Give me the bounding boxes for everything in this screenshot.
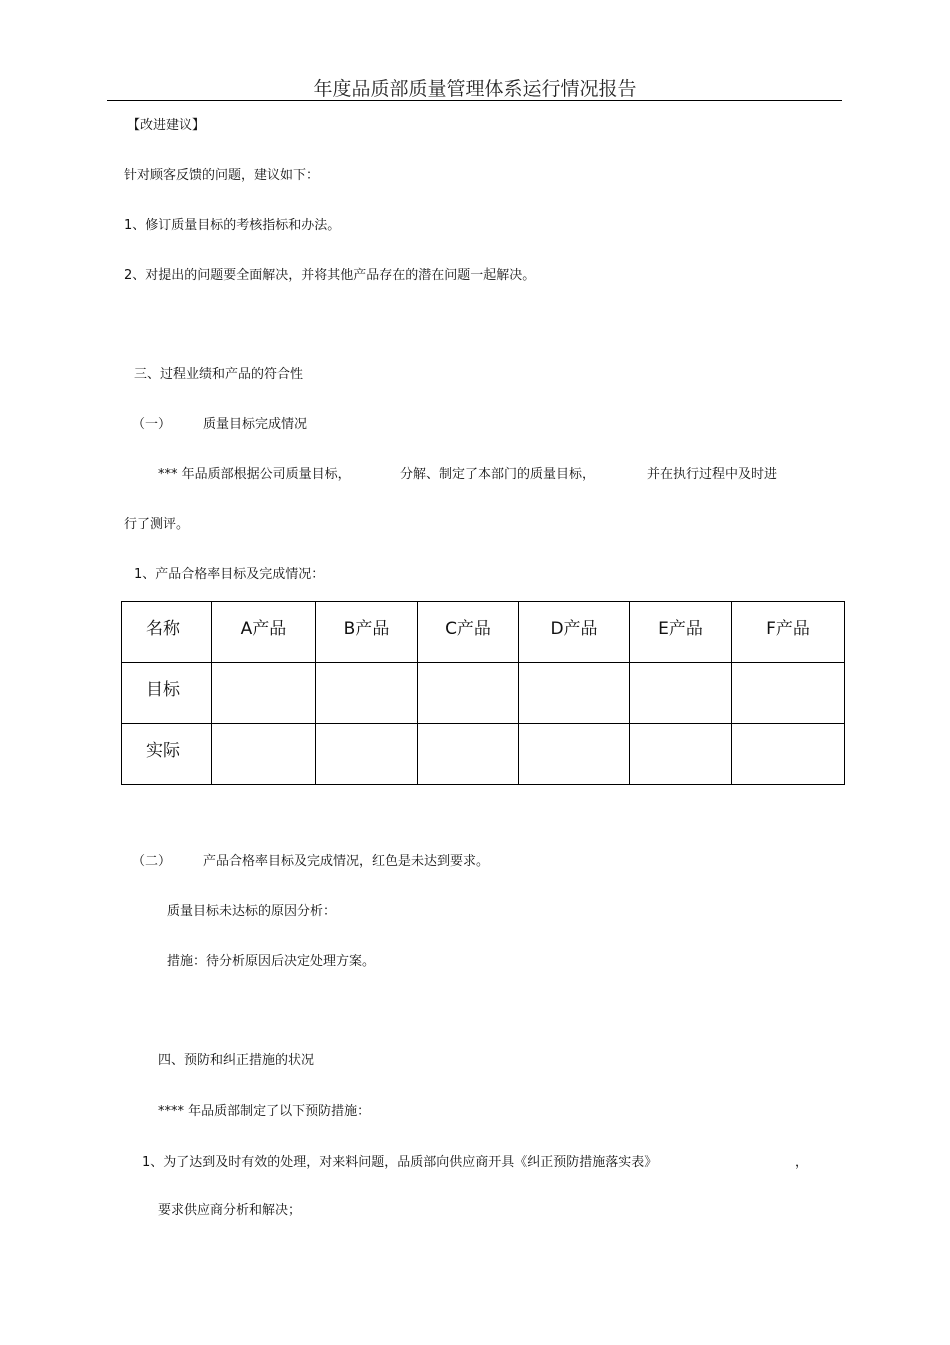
table-cell <box>630 663 732 724</box>
page-title: 年度品质部质量管理体系运行情况报告 <box>313 78 637 100</box>
table-cell <box>316 663 418 724</box>
table-cell <box>212 663 316 724</box>
table-cell <box>418 724 519 785</box>
table-cell <box>212 724 316 785</box>
table-row <box>122 663 845 724</box>
paragraph-part-4: 行了测评。 <box>124 517 190 532</box>
table-header-cell: C产品 <box>418 602 519 663</box>
section-4-item-1-comma: ， <box>795 1155 809 1170</box>
table-header-cell: D产品 <box>519 602 630 663</box>
measures: 措施：待分析原因后决定处理方案。 <box>167 954 376 969</box>
section-4-item-1: 1、为了达到及时有效的处理，对来料问题，品质部向供应商开具《纠正预防措施落实表》 <box>142 1155 658 1170</box>
table-cell <box>630 724 732 785</box>
table-header-cell: A产品 <box>212 602 316 663</box>
paragraph-part-3: 并在执行过程中及时进 <box>647 467 778 482</box>
paragraph-part-2: 分解、制定了本部门的质量目标， <box>400 467 596 482</box>
table-cell <box>418 663 519 724</box>
pass-rate-table <box>121 601 845 785</box>
table-cell <box>732 724 845 785</box>
section-4-heading: 四、预防和纠正措施的状况 <box>158 1053 315 1068</box>
table-cell <box>519 724 630 785</box>
section-4-item-1-continued: 要求供应商分析和解决； <box>158 1203 302 1218</box>
paragraph-part-1: *** 年品质部根据公司质量目标， <box>158 467 351 482</box>
table-row <box>122 724 845 785</box>
improvement-intro: 针对顾客反馈的问题，建议如下： <box>124 168 320 183</box>
section-3-heading: 三、过程业绩和产品的符合性 <box>134 367 304 382</box>
table-header-cell: E产品 <box>630 602 732 663</box>
reason-analysis: 质量目标未达标的原因分析： <box>167 904 337 919</box>
improvement-item-2: 2、对提出的问题要全面解决，并将其他产品存在的潜在问题一起解决。 <box>124 268 536 283</box>
table-cell <box>732 663 845 724</box>
table-cell <box>316 724 418 785</box>
improvement-heading: 【改进建议】 <box>127 118 206 133</box>
title-divider <box>107 100 842 101</box>
table-cell <box>519 663 630 724</box>
section-4-intro: **** 年品质部制定了以下预防措施： <box>158 1104 371 1119</box>
subsection-2-title: 产品合格率目标及完成情况，红色是未达到要求。 <box>203 854 490 869</box>
table-row-label: 实际 <box>122 724 212 785</box>
table-caption: 1、产品合格率目标及完成情况： <box>134 567 325 582</box>
table-row-label: 目标 <box>122 663 212 724</box>
table-header-cell: F产品 <box>732 602 845 663</box>
table-header-cell: B产品 <box>316 602 418 663</box>
table-header-cell: 名称 <box>122 602 212 663</box>
table-header-row <box>122 602 845 663</box>
subsection-1-title: 质量目标完成情况 <box>203 417 308 432</box>
subsection-2-number: （二） <box>132 854 172 869</box>
improvement-item-1: 1、修订质量目标的考核指标和办法。 <box>124 218 341 233</box>
subsection-1-number: （一） <box>132 417 172 432</box>
